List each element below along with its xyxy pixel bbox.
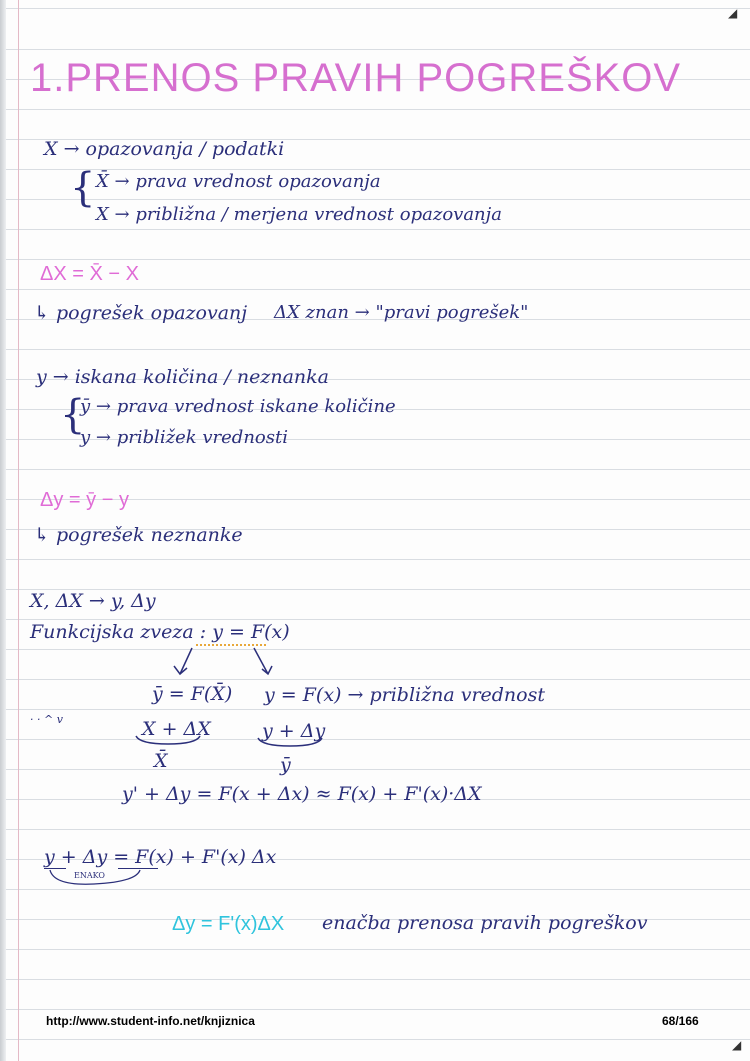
delta-y-formula: Δy = ȳ − y: [40, 489, 129, 511]
corner-mark-top: ◢: [728, 6, 738, 20]
y-approx-definition: y → približek vrednosti: [80, 427, 288, 448]
footer-page-number: 68/166: [662, 1014, 699, 1028]
y-bar-definition: ȳ → prava vrednost iskane količine: [80, 396, 396, 417]
delta-x-formula: ΔX = X̄ − X: [40, 263, 139, 285]
small-note: · · ^ v: [30, 713, 63, 726]
x-bar-definition: X̄ → prava vrednost opazovanja: [96, 171, 381, 192]
footer-url[interactable]: http://www.student-info.net/knjiznica: [46, 1014, 255, 1028]
y-equation: y = F(x) → približna vrednost: [264, 684, 545, 706]
margin-line: [18, 0, 19, 1061]
delta-x-description: ↳ pogrešek opazovanj: [34, 302, 248, 324]
taylor-expansion: y' + Δy = F(x + Δx) ≈ F(x) + F'(x)·ΔX: [122, 783, 482, 805]
x-plus-delta: X + ΔX: [142, 718, 211, 740]
delta-y-description: ↳ pogrešek neznanke: [34, 524, 243, 546]
mapping-line: X, ΔX → y, Δy: [30, 590, 156, 612]
x-bar-under: X̄: [154, 750, 168, 772]
result-formula: Δy = F'(x)ΔX: [172, 913, 285, 935]
corner-mark-bottom: ◢: [732, 1038, 742, 1052]
enako-label: ENAKO: [74, 871, 105, 880]
y-plus-brace: [256, 736, 326, 750]
simplified-equation: y + Δy = F(x) + F'(x) Δx: [44, 846, 277, 868]
delta-x-known: ΔX znan → "pravi pogrešek": [274, 302, 529, 323]
y-bar-equation: ȳ = F(X̄): [152, 683, 233, 705]
brace-y: {: [60, 392, 86, 438]
brace-x: {: [70, 165, 96, 211]
x-approx-definition: X → približna / merjena vrednost opazovanja: [96, 204, 502, 225]
page-title: 1.PRENOS PRAVIH POGREŠKOV: [30, 56, 682, 100]
page-binding-edge: [0, 0, 6, 1061]
y-bar-under: ȳ: [280, 754, 291, 776]
result-description: enačba prenosa pravih pogreškov: [322, 912, 648, 934]
x-definition: X → opazovanja / podatki: [44, 138, 285, 160]
function-relation: Funkcijska zveza : y = F(x): [30, 621, 290, 643]
y-definition: y → iskana količina / neznanka: [36, 366, 330, 388]
x-plus-brace: [134, 734, 204, 748]
y-plus-delta: y + Δy: [262, 720, 326, 742]
branch-arrows: [170, 644, 280, 684]
